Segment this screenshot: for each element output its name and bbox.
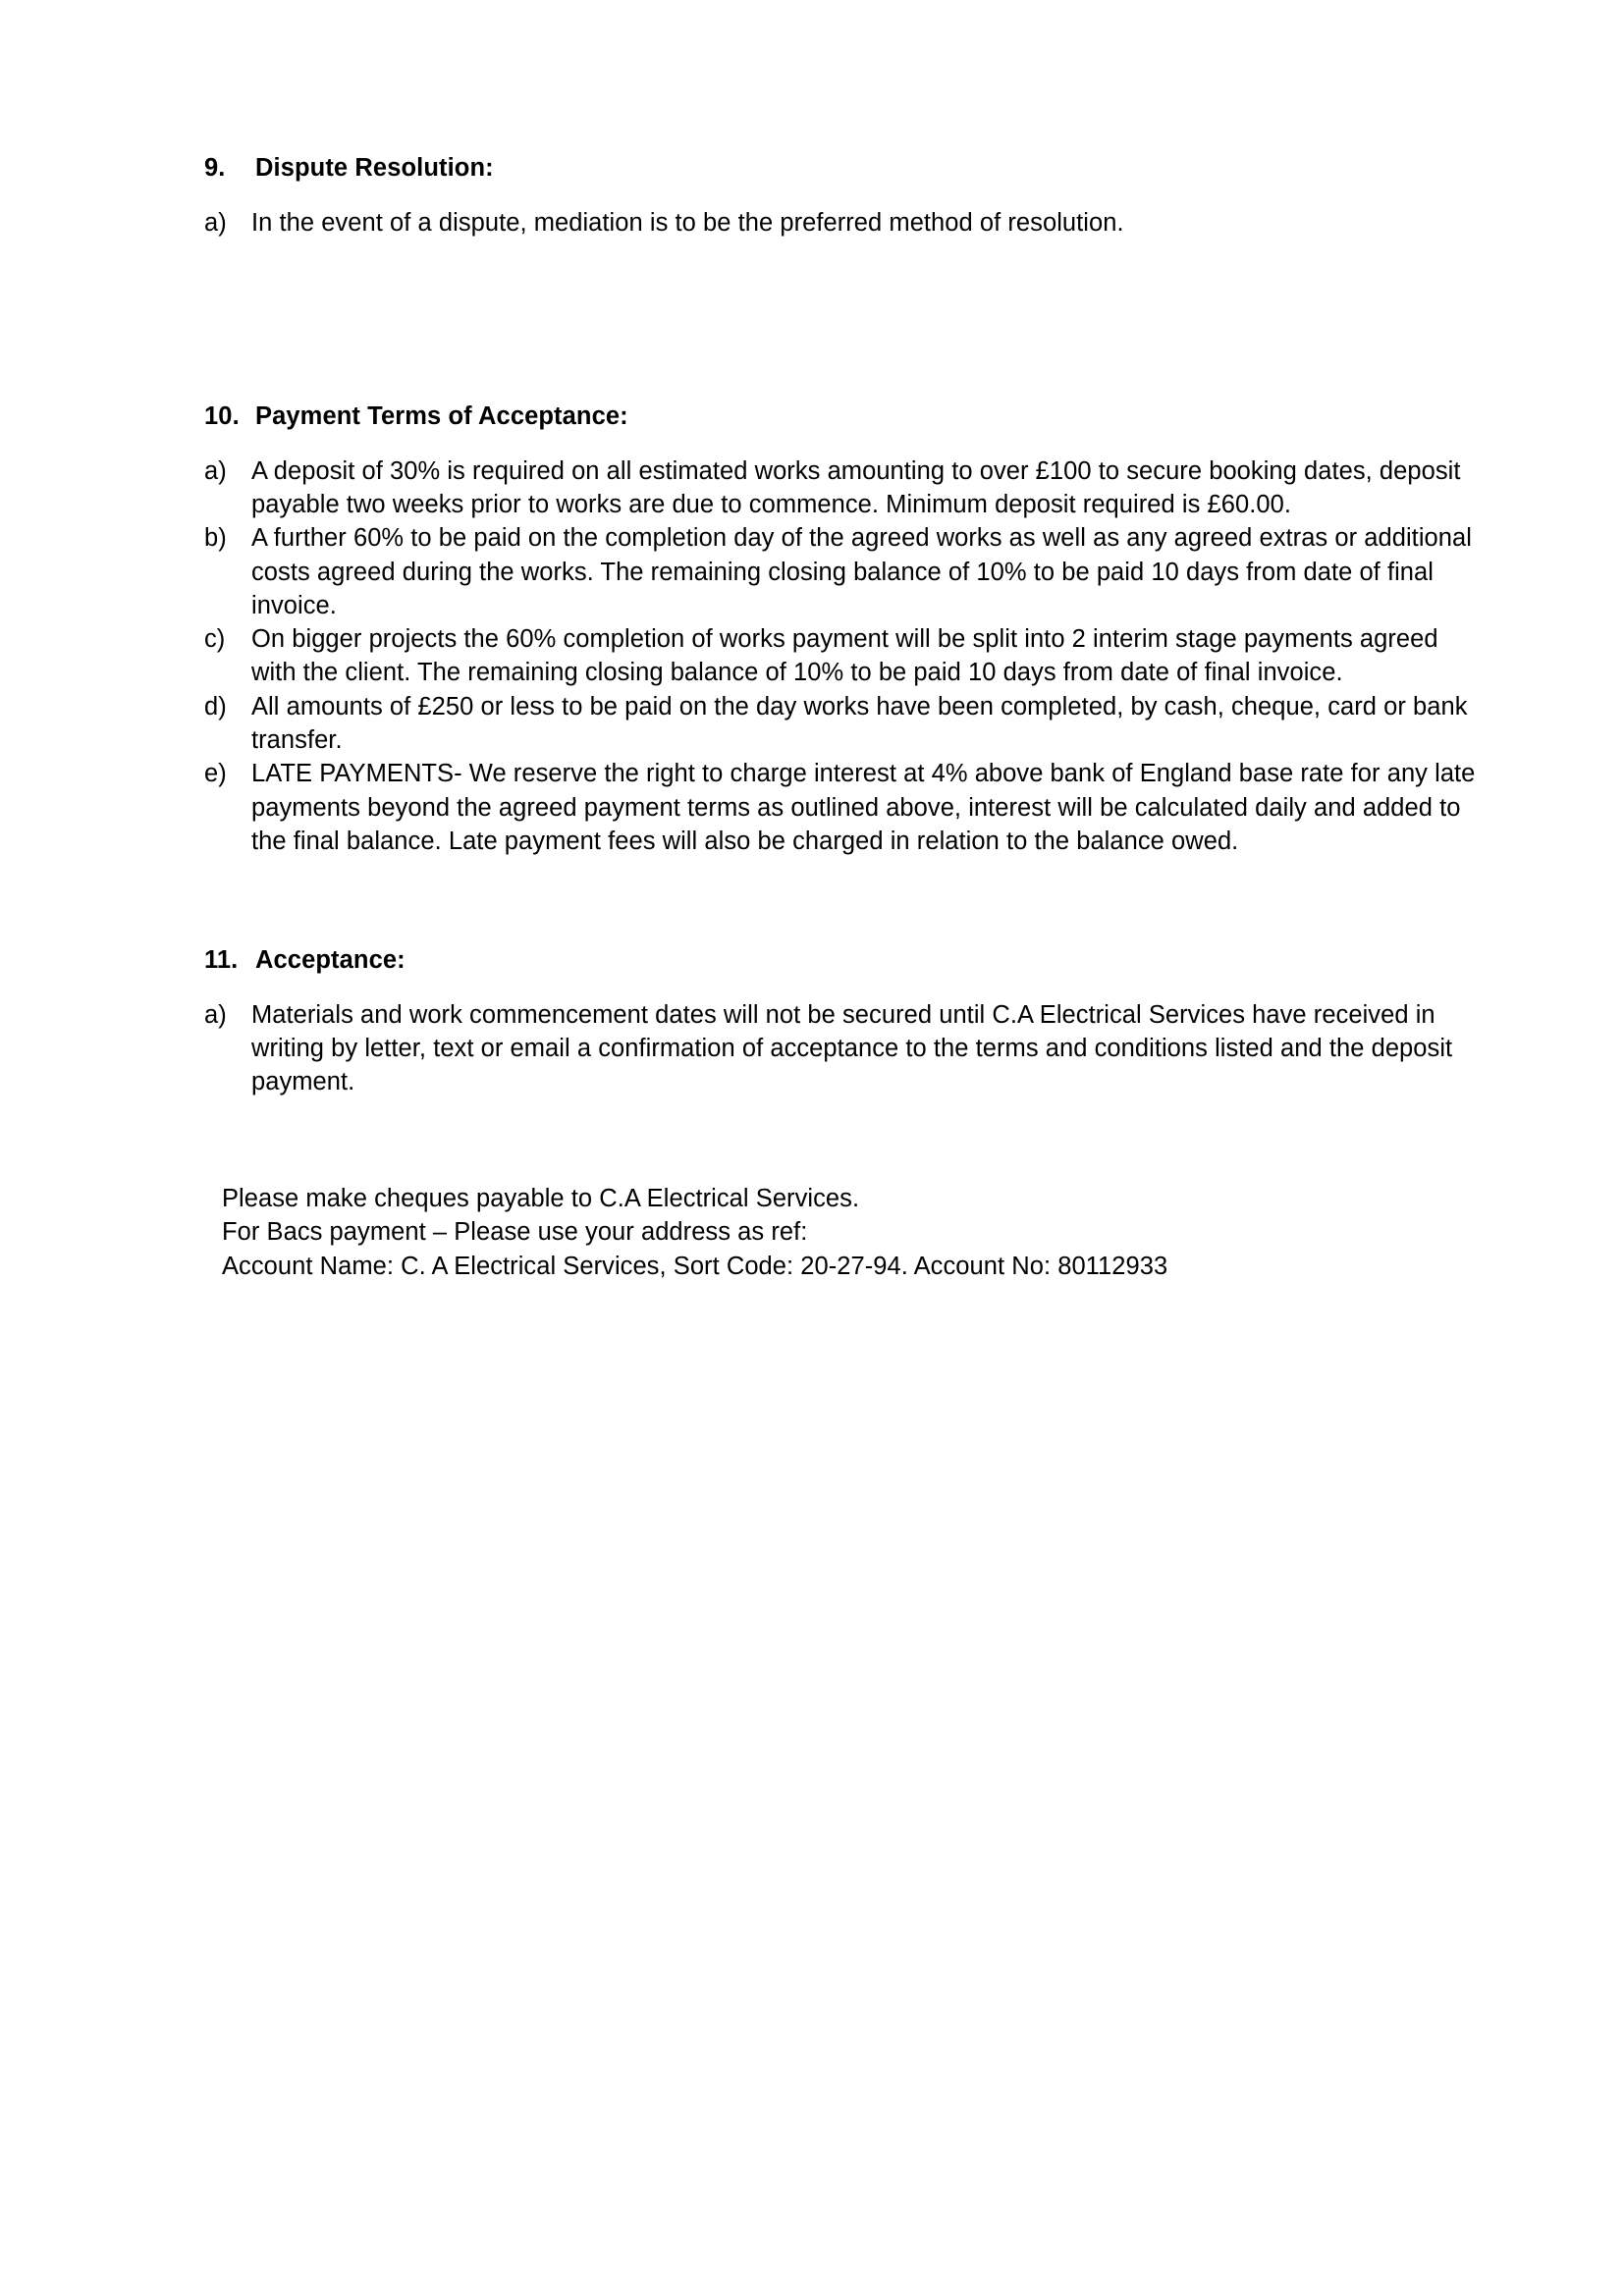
list-item-text: On bigger projects the 60% completion of works payment will be split into 2 interim stage payments agreed with the client. The remaining closing balance of 10% to be paid 10 days from date of final invoice. (251, 625, 1438, 687)
section-heading-payment-terms (204, 400, 1481, 434)
list-item-marker: d) (204, 692, 227, 721)
bacs-reference-line: For Bacs payment – Please use your address as ref: (222, 1218, 808, 1247)
list-item (204, 206, 1481, 240)
section-heading-acceptance (204, 944, 1481, 978)
list-item-marker: e) (204, 760, 227, 788)
spacer (204, 978, 1481, 998)
list-item-marker: b) (204, 524, 227, 553)
list-item-marker: a) (204, 456, 227, 485)
list-item-text: Materials and work commencement dates will not be secured until C.A Electrical Services have received in writing by letter, text or email a confirmation of acceptance to the terms and conditions listed and the deposit payment. (251, 1000, 1453, 1096)
spacer (204, 434, 1481, 454)
list-item-marker: a) (204, 1000, 227, 1029)
list-item-text: A deposit of 30% is required on all estimated works amounting to over £100 to secure booking dates, deposit payable two weeks prior to works are due to commence. Minimum deposit required is £60.00. (251, 456, 1461, 518)
document-content (204, 152, 1481, 1283)
payment-details-block (222, 1182, 1481, 1283)
cheque-payee-line: Please make cheques payable to C.A Electrical Services. (222, 1184, 860, 1212)
list-item-text: All amounts of £250 or less to be paid on the day works have been completed, by cash, cheque, card or bank transfer. (251, 692, 1468, 754)
list-item (204, 521, 1481, 622)
section-9-items (204, 206, 1481, 240)
section-title: Payment Terms of Acceptance: (255, 401, 628, 430)
section-number: 10. (204, 401, 240, 430)
spacer (204, 240, 1481, 400)
list-item-marker: c) (204, 625, 226, 654)
list-item (204, 690, 1481, 758)
section-title: Acceptance: (255, 946, 406, 975)
list-item (204, 622, 1481, 690)
list-item (204, 757, 1481, 858)
section-number: 11. (204, 946, 239, 975)
section-heading-dispute-resolution (204, 152, 1481, 186)
spacer (204, 186, 1481, 206)
section-number: 9. (204, 154, 226, 182)
spacer (204, 858, 1481, 944)
list-item-text: LATE PAYMENTS- We reserve the right to charge interest at 4% above bank of England base rate for any late payments beyond the agreed payment terms as outlined above, interest will be calculated daily and added to the final balance. Late payment fees will also be charged in relation to the balance owed. (251, 760, 1476, 855)
list-item-marker: a) (204, 208, 227, 237)
bank-account-line: Account Name: C. A Electrical Services, Sort Code: 20-27-94. Account No: 80112933 (222, 1252, 1168, 1280)
section-title: Dispute Resolution: (255, 154, 494, 182)
section-11-items (204, 998, 1481, 1099)
list-item (204, 454, 1481, 522)
list-item-text: In the event of a dispute, mediation is to be the preferred method of resolution. (251, 208, 1124, 237)
list-item (204, 998, 1481, 1099)
list-item-text: A further 60% to be paid on the completion day of the agreed works as well as any agreed extras or additional costs agreed during the works. The remaining closing balance of 10% to be paid 10 days from date of final invoice. (251, 524, 1472, 619)
section-10-items (204, 454, 1481, 859)
